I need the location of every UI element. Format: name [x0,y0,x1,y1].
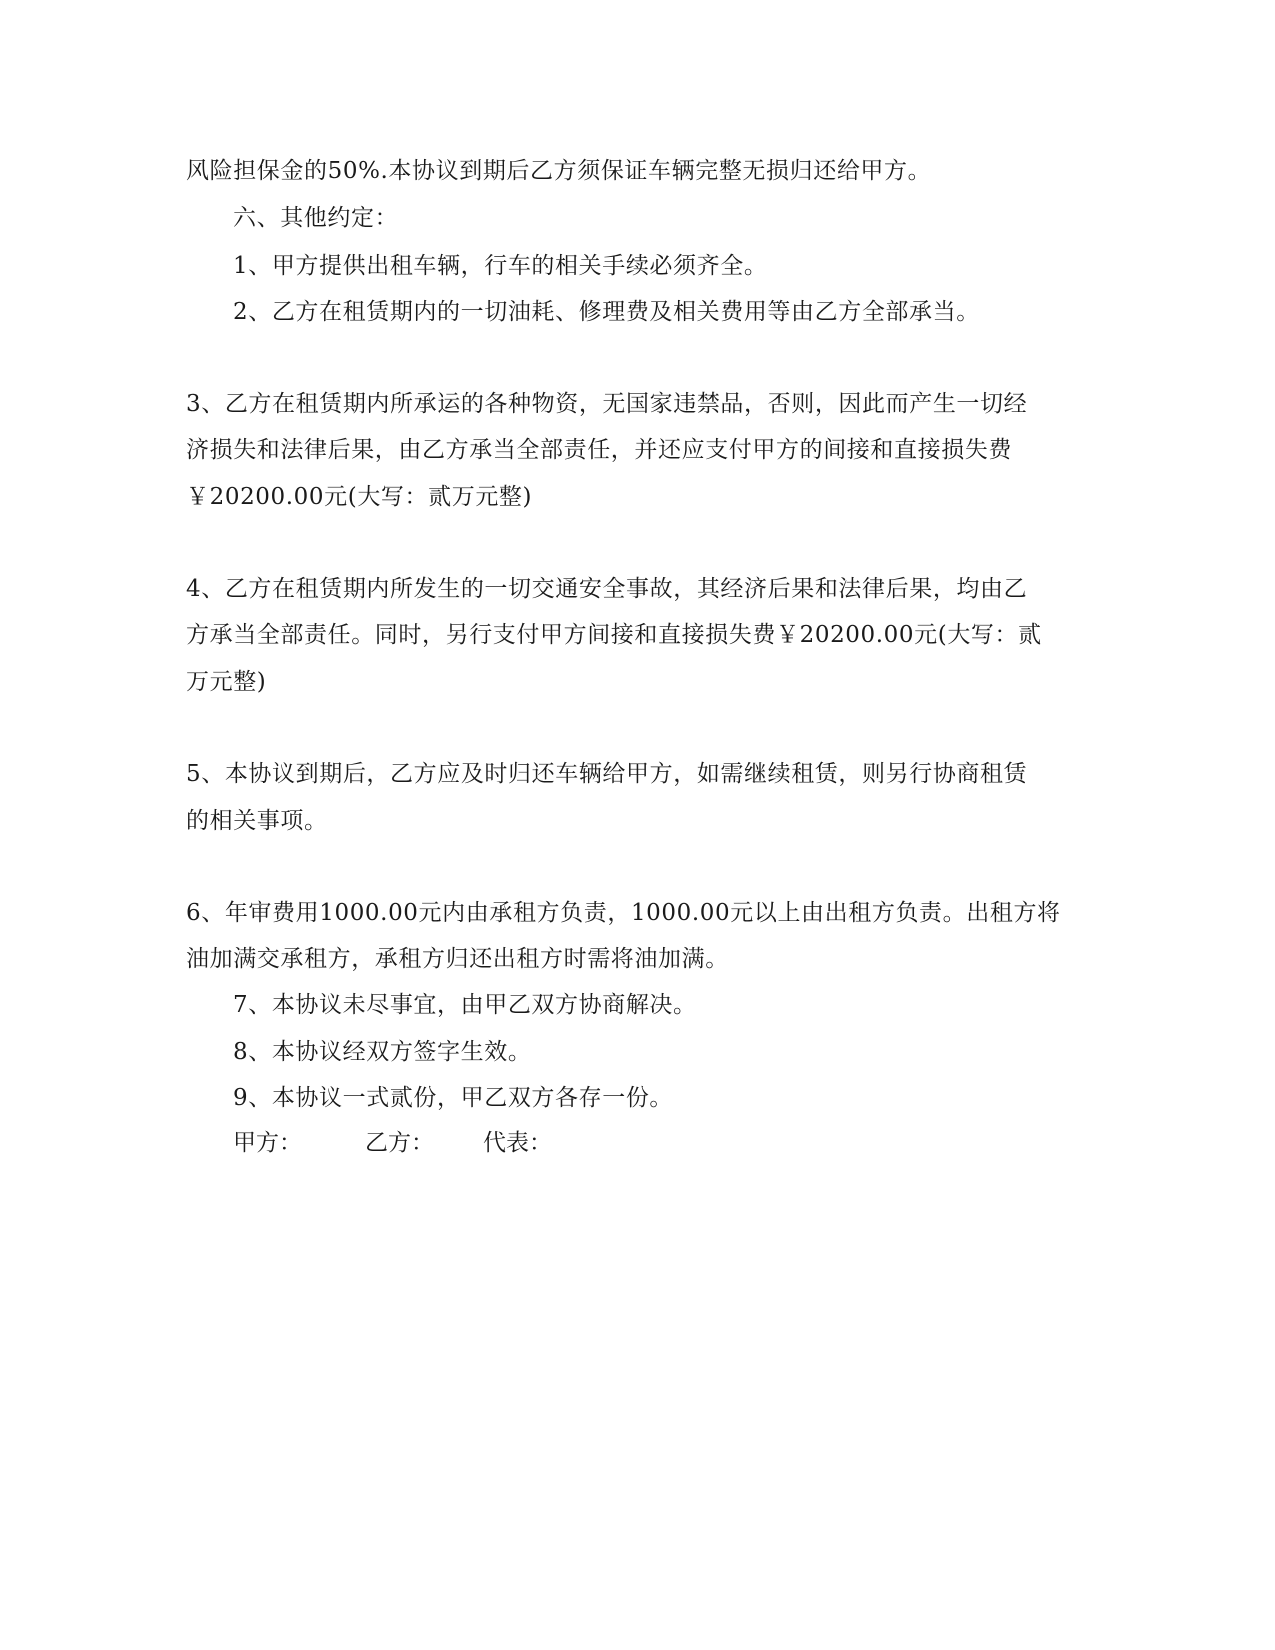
clause-1: 1、甲方提供出租车辆，行车的相关手续必须齐全。 [233,253,768,279]
clause-2: 2、乙方在租赁期内的一切油耗、修理费及相关费用等由乙方全部承当。 [233,299,980,325]
clause-8: 8、本协议经双方签字生效。 [233,1039,532,1065]
clause-5-line-1: 5、本协议到期后，乙方应及时归还车辆给甲方，如需继续租赁，则另行协商租赁 [186,761,1028,787]
clause-7: 7、本协议未尽事宜，由甲乙双方协商解决。 [233,992,697,1018]
party-a-label: 甲方： [233,1130,302,1156]
representative-label: 代表： [483,1130,552,1156]
clause-9: 9、本协议一式贰份，甲乙双方各存一份。 [233,1085,674,1111]
clause-6-line-1: 6、年审费用1000.00元内由承租方负责，1000.00元以上由出租方负责。出租方将 [186,900,1061,926]
clause-3-line-3: ￥20200.00元(大写：贰万元整) [186,484,533,510]
clause-3-line-2: 济损失和法律后果，由乙方承当全部责任，并还应支付甲方的间接和直接损失费 [186,437,1012,463]
clause-6-line-2: 油加满交承租方，承租方归还出租方时需将油加满。 [186,946,729,972]
clause-3-line-1: 3、乙方在租赁期内所承运的各种物资，无国家违禁品，否则，因此而产生一切经 [186,391,1028,417]
section-heading: 六、其他约定： [233,205,399,231]
clause-4-line-1: 4、乙方在租赁期内所发生的一切交通安全事故，其经济后果和法律后果，均由乙 [186,576,1028,602]
paragraph-line: 风险担保金的50%.本协议到期后乙方须保证车辆完整无损归还给甲方。 [186,158,932,184]
clause-4-line-3: 万元整) [186,669,267,695]
clause-4-line-2: 方承当全部责任。同时，另行支付甲方间接和直接损失费￥20200.00元(大写：贰 [186,622,1042,648]
clause-5-line-2: 的相关事项。 [186,808,328,834]
party-b-label: 乙方： [365,1130,434,1156]
